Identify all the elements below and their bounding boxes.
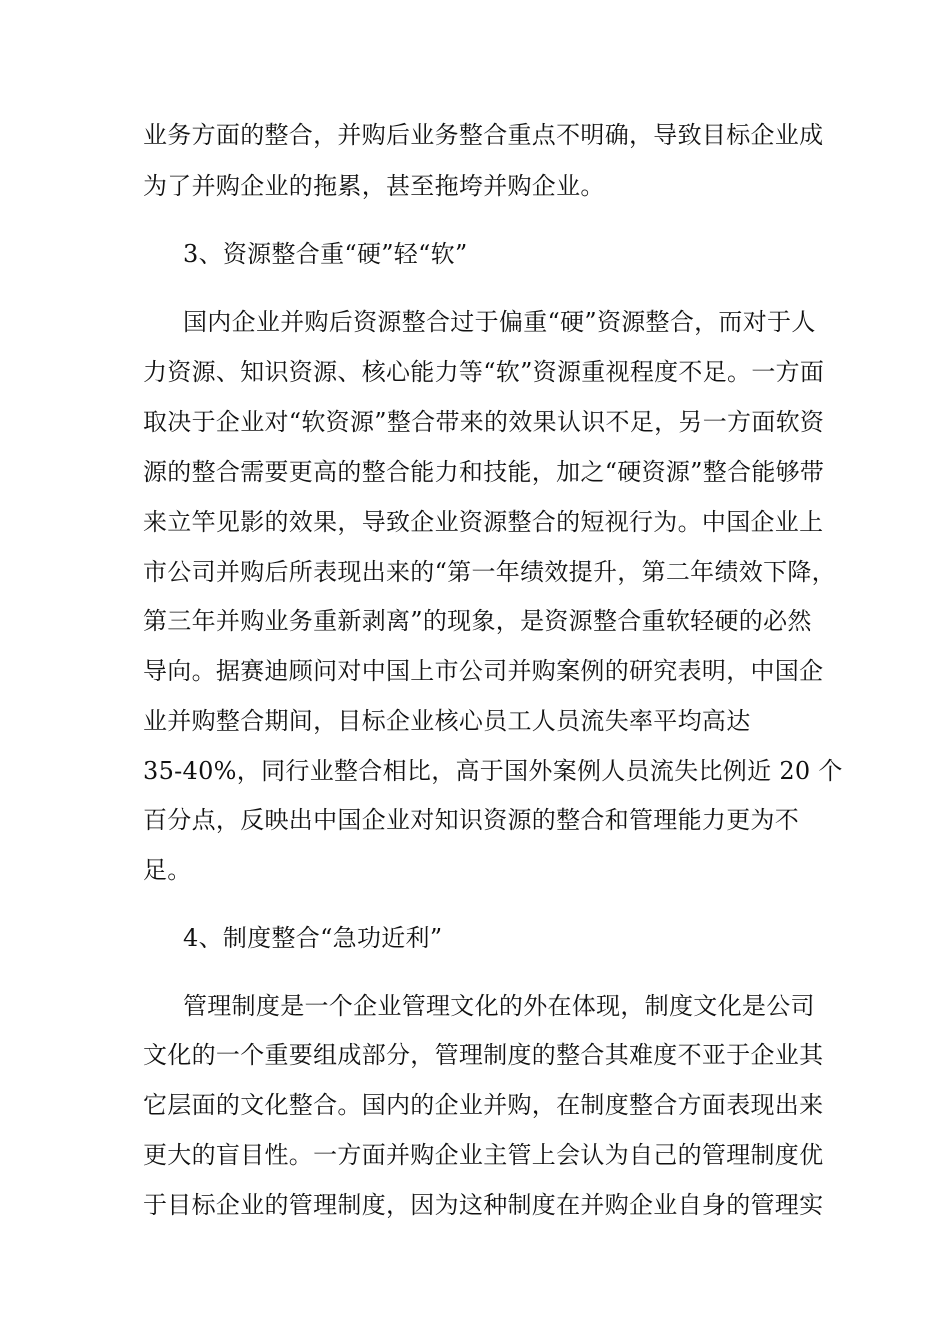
paragraph-line: 它层面的文化整合。国内的企业并购，在制度整合方面表现出来 <box>143 1091 824 1119</box>
paragraph-line: 市公司并购后所表现出来的“第一年绩效提升，第二年绩效下降， <box>143 558 836 586</box>
paragraph-line: 业务方面的整合，并购后业务整合重点不明确，导致目标企业成 <box>143 121 824 149</box>
paragraph-line: 力资源、知识资源、核心能力等“软”资源重视程度不足。一方面 <box>143 358 825 386</box>
paragraph-line: 来立竿见影的效果，导致企业资源整合的短视行为。中国企业上 <box>143 508 824 536</box>
paragraph-line: 更大的盲目性。一方面并购企业主管上会认为自己的管理制度优 <box>143 1141 824 1169</box>
paragraph-line: 国内企业并购后资源整合过于偏重“硬”资源整合，而对于人 <box>183 308 816 336</box>
paragraph-line: 百分点，反映出中国企业对知识资源的整合和管理能力更为不 <box>143 806 800 834</box>
paragraph-line: 足。 <box>143 856 192 884</box>
section-heading: 4、制度整合“急功近利” <box>183 924 443 952</box>
paragraph-line: 管理制度是一个企业管理文化的外在体现，制度文化是公司 <box>183 992 815 1020</box>
paragraph-line: 文化的一个重要组成部分，管理制度的整合其难度不亚于企业其 <box>143 1041 824 1069</box>
paragraph-line: 业并购整合期间，目标企业核心员工人员流失率平均高达 <box>143 707 751 735</box>
paragraph-line: 为了并购企业的拖累，甚至拖垮并购企业。 <box>143 172 605 200</box>
paragraph-line: 于目标企业的管理制度，因为这种制度在并购企业自身的管理实 <box>143 1191 824 1219</box>
paragraph-line: 35-40%，同行业整合相比，高于国外案例人员流失比例近 20 个 <box>143 757 843 785</box>
section-heading: 3、资源整合重“硬”轻“软” <box>183 240 468 268</box>
paragraph-line: 源的整合需要更高的整合能力和技能，加之“硬资源”整合能够带 <box>143 458 825 486</box>
paragraph-line: 取决于企业对“软资源”整合带来的效果认识不足，另一方面软资 <box>143 408 825 436</box>
paragraph-line: 第三年并购业务重新剥离”的现象，是资源整合重软轻硬的必然 <box>143 607 812 635</box>
paragraph-line: 导向。据赛迪顾问对中国上市公司并购案例的研究表明，中国企 <box>143 657 824 685</box>
